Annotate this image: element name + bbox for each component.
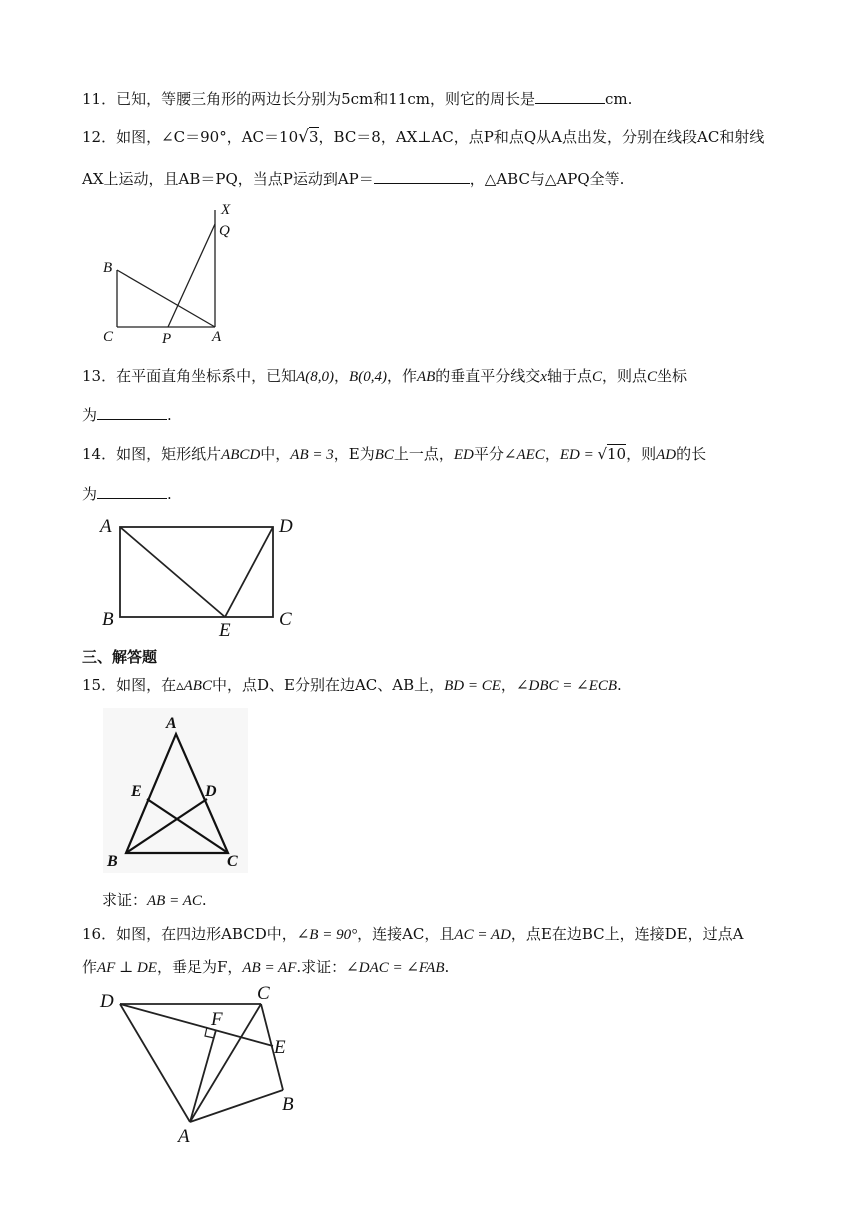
sqrt-sign: √ (298, 127, 309, 147)
ac-radicand: 3 (308, 128, 319, 146)
q12-number: 12． (82, 128, 117, 146)
q13-answer-blank[interactable] (97, 405, 167, 420)
q13-text-e: ，则点 (602, 367, 648, 385)
q16-af-de: AF ⊥ DE (97, 960, 157, 976)
q16-text-a: 如图，在四边形ABCD中， (116, 925, 297, 943)
segment-ba (117, 270, 215, 327)
q12-figure (95, 198, 245, 346)
label-p: P (162, 331, 172, 346)
q16-text-c: ，点E在边BC上，连接DE，过点A (510, 925, 744, 943)
segment-af (190, 1030, 216, 1122)
q12-answer-blank[interactable] (374, 169, 470, 184)
q13-sep: ， (334, 367, 350, 385)
q14-text-a: 如图，矩形纸片 (116, 445, 222, 463)
label-b: B (282, 1094, 294, 1115)
q16-angle-b: ∠B = 90° (296, 927, 358, 943)
q14-text-d: 上一点， (393, 445, 454, 463)
segment-pq (168, 224, 215, 327)
label-b: B (102, 609, 114, 630)
label-q: Q (219, 223, 230, 239)
q13-ab: AB (416, 369, 436, 385)
q14-text-c: ，E为 (333, 445, 375, 463)
label-e: E (274, 1037, 286, 1058)
q11-text: 已知，等腰三角形的两边长分别为5cm和11cm，则它的周长是 (116, 90, 535, 108)
q16-ab-af: AB = AF (242, 960, 297, 976)
q13-text-g: 为 (82, 406, 98, 424)
question-11 (82, 89, 632, 109)
label-a: A (212, 329, 222, 345)
q13-c2: C (647, 369, 658, 385)
q14-abcd: ABCD (221, 447, 261, 463)
q15-prove-statement: AB = AC (147, 893, 202, 909)
q13-text-d: 轴于点 (546, 367, 592, 385)
q13-text-b: ，作 (386, 367, 417, 385)
sqrt-sign: √ (597, 445, 608, 463)
segment-ed (225, 527, 273, 617)
q14-ed: ED (453, 447, 474, 463)
q15-text-a: 如图，在 (116, 676, 177, 694)
q14-text-i: 为 (82, 485, 98, 503)
q16-number: 16． (82, 925, 117, 943)
q13-text-a: 在平面直角坐标系中，已知 (116, 367, 297, 385)
q12-text-a: 如图，∠C＝90°，AC＝ (116, 128, 280, 146)
q11-unit: cm. (604, 90, 633, 108)
q13-text-c: 的垂直平分线交 (435, 367, 541, 385)
q14-figure (96, 510, 306, 640)
ac-coefficient: 10 (279, 128, 299, 146)
q15-text-d: . (617, 676, 622, 694)
question-16-line1 (82, 924, 743, 945)
label-a: A (100, 516, 112, 537)
q16-figure (96, 982, 316, 1150)
segment-da (120, 1004, 190, 1122)
segment-ca (190, 1004, 261, 1122)
q14-text-e: 平分 (473, 445, 504, 463)
q14-ed-eq: ED = (559, 447, 598, 463)
label-e: E (131, 783, 142, 800)
q16-text-d: 作 (82, 958, 98, 976)
q16-ac-ad: AC = AD (454, 927, 511, 943)
q14-bc: BC (374, 447, 394, 463)
label-b: B (103, 260, 113, 276)
q14-angle-aec: ∠AEC (503, 447, 545, 463)
q14-text-f: ， (544, 445, 560, 463)
q11-number: 11． (82, 90, 117, 108)
q14-text-h: 的长 (676, 445, 707, 463)
q13-x: x (540, 369, 547, 385)
question-15-line1 (82, 675, 622, 696)
section-title: 三、解答题 (82, 648, 158, 666)
question-12-line1 (82, 127, 764, 147)
rectangle-abcd (120, 527, 273, 617)
q12-text-d: ，△ABC与△APQ全等. (469, 170, 625, 188)
question-14-line1 (82, 444, 706, 465)
point-a-coord: A(8,0) (296, 369, 335, 385)
q14-ad: AD (656, 447, 677, 463)
q12-text-b: ，BC＝8，AX⊥AC，点P和点Q从A点出发，分别在线段AC和射线 (318, 128, 765, 146)
label-b: B (107, 853, 118, 870)
ac-value (279, 128, 318, 146)
q15-cond2: ∠DBC = ∠ECB (515, 678, 618, 694)
label-c: C (227, 853, 238, 870)
label-a: A (178, 1126, 190, 1147)
q14-radicand: 10 (607, 445, 627, 463)
q12-text-c: AX上运动，且AB＝PQ，当点P运动到AP＝ (82, 170, 374, 188)
q14-answer-blank[interactable] (97, 484, 167, 499)
q15-cond1: BD = CE (444, 678, 501, 694)
q14-text-b: 中， (260, 445, 291, 463)
question-13-line1 (82, 366, 687, 387)
question-13-line2 (82, 405, 172, 425)
label-c: C (103, 329, 114, 345)
question-14-line2 (82, 484, 172, 504)
label-c: C (257, 983, 270, 1004)
segment-ae (120, 527, 225, 617)
label-c: C (279, 609, 292, 630)
q14-ab3: AB = 3 (290, 447, 334, 463)
label-d: D (205, 783, 217, 800)
label-a: A (166, 715, 177, 732)
q13-number: 13． (82, 367, 117, 385)
q15-prove-label: 求证： (102, 891, 148, 909)
label-x: X (221, 202, 231, 218)
segment-de (120, 1004, 273, 1046)
q15-prove-period: . (201, 891, 207, 909)
q11-answer-blank[interactable] (535, 89, 605, 104)
q15-triangle: ▵ABC (176, 678, 212, 694)
label-e: E (219, 620, 231, 640)
q16-prove: ∠DAC = ∠FAB (346, 960, 445, 976)
q15-prove (102, 890, 207, 911)
q16-text-b: ，连接AC，且 (357, 925, 455, 943)
q13-text-f: 坐标 (657, 367, 688, 385)
label-f: F (211, 1009, 223, 1030)
q14-number: 14． (82, 445, 117, 463)
q14-text-g: ，则 (626, 445, 657, 463)
q16-text-f: .求证： (296, 958, 347, 976)
q15-number: 15． (82, 676, 117, 694)
q13-text-h: . (167, 406, 172, 424)
q15-text-b: 中，点D、E分别在边AC、AB上， (211, 676, 445, 694)
segment-ba (190, 1090, 283, 1122)
label-d: D (100, 991, 114, 1012)
question-12-line2 (82, 169, 624, 189)
q13-c: C (591, 369, 602, 385)
q16-text-e: ，垂足为F， (156, 958, 243, 976)
label-d: D (279, 516, 293, 537)
point-b-coord: B(0,4) (349, 369, 387, 385)
q15-text-c: ， (500, 676, 516, 694)
q16-text-g: . (444, 958, 450, 976)
question-16-line2 (82, 957, 449, 978)
q14-text-j: . (167, 485, 172, 503)
q15-figure (103, 708, 248, 873)
